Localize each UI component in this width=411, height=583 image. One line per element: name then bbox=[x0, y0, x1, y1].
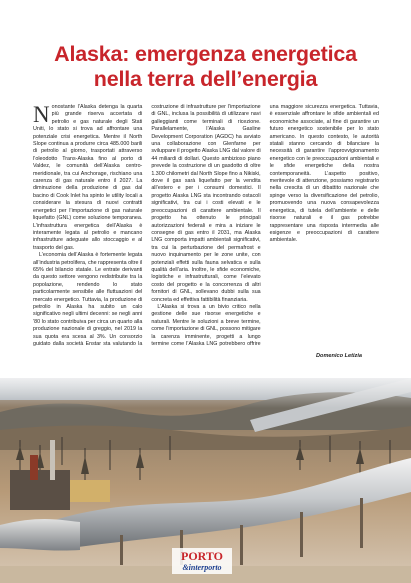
title-line-2: nella terra dell’energia bbox=[93, 67, 318, 91]
svg-text:&interporto: &interporto bbox=[182, 563, 222, 572]
drop-cap: N bbox=[33, 102, 50, 127]
panel-fade bbox=[0, 368, 411, 408]
title-line-1: Alaska: emergenza energetica bbox=[54, 42, 357, 66]
paragraph-1 bbox=[33, 104, 142, 252]
svg-text:PORTO: PORTO bbox=[180, 549, 224, 563]
article-body bbox=[33, 104, 379, 354]
author-signature: Domenico Letizia bbox=[316, 353, 363, 359]
paragraph-2: L’economia dell’Alaska è fortemente legata all’industria petrolifera, che rappresenta oltre il 65% del bilancio statale. Le entrate derivanti da questo settore vengono redistribuite tra la popolazione, rendendo lo stato particolarmente sensibile alle fluttuazioni del mercato energetico. Tuttavia, la produzione di petrolio in Alaska ha subito un calo significativo negli ultimi decenni: se negli anni ’80 lo stato contribuiva per circa un quarto alla produzione nazionale di greggio, nel 2019 la sua quota era scesa al 3%. Un consorzio guidato dalla società Enstar sta valutando la costruzione di infrastrutture per l’importazione di GNL, inclusa la possibilità di utilizzare navi galleggianti come terminali di ricezione. Parallelamente, l’Alaska Gasline Development Corporation (AGDC) ha avviato una collaborazione con Glenfarne per sviluppare il progetto Alaska LNG dal valore di 44 miliardi di dollari. Questo ambizioso piano prevede la costruzione di un gasdotto di oltre 1.300 chilometri dal North Slope fino a Nikiski, dove il gas sarà liquefatto per la vendita all’estero e per i consumi domestici. Il progetto Alaska LNG sta incontrando ostacoli significativi, tra cui i costi elevati e le preoccupazioni di carattere ambientale. Il progetto ha ottenuto le principali autorizzazioni federali e mira a iniziare le consegne di gas entro il 2031, ma Alaska LNG comporta impatti ambientali significativi, tra cui la perturbazione del permafrost e nuovo inquinamento per le zone unite, con potenziali effetti sulla fauna selvatica e sulla qualità dell’aria. Inoltre, le sfide economiche, logistiche e infrastrutturali, come l’elevato costo del progetto e la concorrenza di altri fornitori di GNL, sollevano dubbi sulla sua concreta ed effettiva fattibilità finanziaria. bbox=[33, 104, 261, 347]
porto-interporto-logo bbox=[172, 548, 232, 574]
paragraph-3: L’Alaska si trova a un bivio critico nella gestione delle sue risorse energetiche e naturali. Mentre le soluzioni a breve termine, come l’importazione di GNL, possono mitigare la carenza imminente, progetti a lungo termine come l’Alaska LNG potrebbero offrire una maggiore sicurezza energetica. Tuttavia, è essenziale affrontare le sfide ambientali ed economiche associate, al fine di garantire un futuro energetico sostenibile per lo stato americano. In questo contesto, le autorità statali stanno cercando di bilanciare la necessità di garantire l’approvvigionamento energetico con le preoccupazioni ambientali e le sfide energetiche della nostra contemporaneità. L’aspetto positivo, meritevole di attenzione, possiamo registrarlo nella crescita di un dibattito nazionale che spinge verso la diversificazione del petrolio, promuovendo una nuova consapevolezza energetica, di tutela dell’ambiente e delle risorse naturali e il gas potrebbe rappresentare una risposta intermedia alle esigenze e preoccupazioni di carattere ambientale. bbox=[151, 104, 379, 347]
article-title bbox=[10, 42, 401, 92]
paragraph-1-text: onostante l’Alaska detenga la quarta più grande riserva accertata di petrolio e gas naturale degli Stati Uniti, lo stato si trova ad affrontare una potenziale crisi energetica. Mentre il North Slope continua a produrre circa 485.000 barili di petrolio al giorno, trasportati attraverso l’oleodotto Trans-Alaska fino al porto di Valdez, le comunità dell’Alaska centro-meridionale, tra cui Anchorage, rischiano una carenza di gas naturale entro il 2027. La diminuzione della produzione di gas dal bacino di Cook Inlet ha spinto le utility locali a considerare la stesura di nuovi contratti energetici per l’importazione di gas naturale liquefatto (GNL) come soluzione temporanea. L’infrastruttura energetica dell’Alaska è interamente legata al petrolio e mancano infrastrutture adeguate allo stoccaggio e al trasporto del gas. bbox=[33, 104, 143, 251]
